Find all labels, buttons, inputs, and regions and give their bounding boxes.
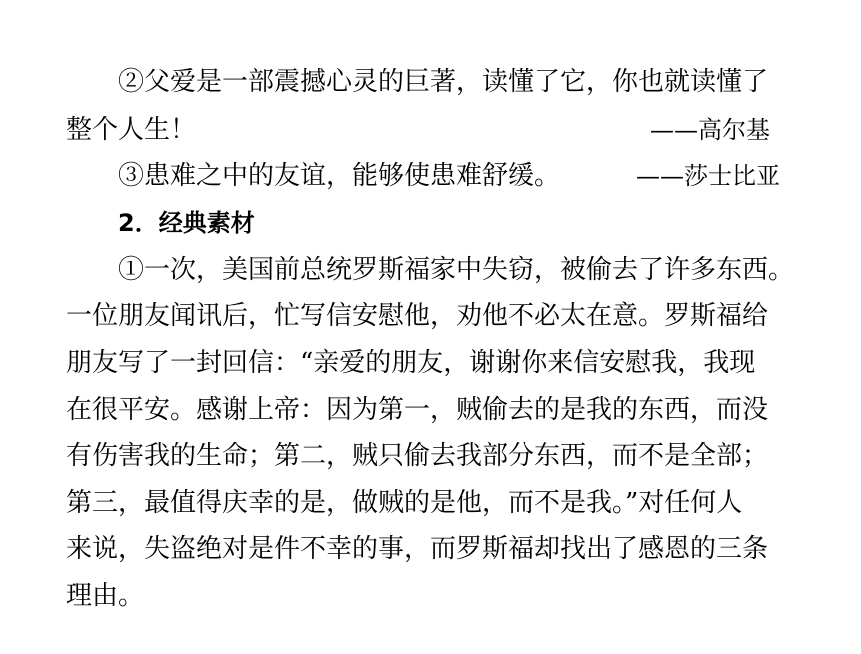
quote-2-author: ——高尔基	[650, 116, 770, 144]
story-line: ①一次，美国前总统罗斯福家中失窃，被偷去了许多东西。	[118, 255, 795, 285]
story-line: 一位朋友闻讯后，忙写信安慰他，劝他不必太在意。罗斯福给	[66, 301, 769, 331]
quote-2-line-2: 整个人生！	[66, 115, 197, 145]
section-heading: 2．经典素材	[118, 209, 255, 237]
story-line: 在很平安。感谢上帝：因为第一，贼偷去的是我的东西，而没	[66, 395, 769, 425]
quote-3-author: ——莎士比亚	[636, 162, 780, 190]
story-line: 朋友写了一封回信：“亲爱的朋友，谢谢你来信安慰我，我现	[66, 348, 756, 378]
quote-3-text: ③患难之中的友谊，能够使患难舒缓。	[118, 161, 561, 191]
story-line: 理由。	[66, 581, 145, 611]
story-line: 来说，失盗绝对是件不幸的事，而罗斯福却找出了感恩的三条	[66, 534, 769, 564]
quote-2-line-1: ②父爱是一部震撼心灵的巨著，读懂了它，你也就读懂了	[118, 67, 769, 97]
story-line: 第三，最值得庆幸的是，做贼的是他，而不是我。”对任何人	[66, 488, 743, 518]
story-line: 有伤害我的生命；第二，贼只偷去我部分东西，而不是全部；	[66, 441, 769, 471]
